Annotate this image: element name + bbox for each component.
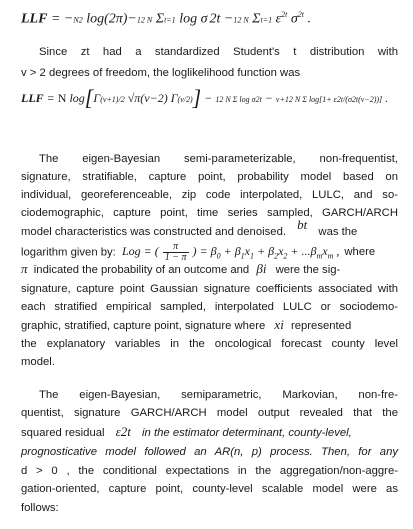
paragraph-model-line4: ciodemographic, capture point, time series sampled, GARCH/ARCH	[21, 207, 398, 219]
paragraph-student-t-line1: Since zt had a standardized Student's t distribution with	[39, 46, 398, 58]
logit-equation: Log = ( $\frac{\pi}{1 - \pi}$ ) = $\beta_0 + \beta_1x_1 + \beta_2x_2 + ...\beta_mx_m$ ,	[121, 241, 343, 263]
paragraph-model-line1: The eigen-Bayesian semi-parameterizable, non-frequentist,	[39, 153, 398, 165]
symbol-xi: xi	[274, 317, 284, 332]
loglikelihood-equation-normal: LLF = −N2 log(2π)−12 N Σt=1 log σ 2t −12 N Σt=1 $\varepsilon^{2t}$ $\sigma^{2t}$ .	[21, 10, 312, 27]
paragraph-model-line2: signature, stratifiable, capture point, probability model based on	[21, 171, 398, 183]
paragraph-model-line7: π indicated the probability of an outcome and βi were the sig-	[21, 261, 341, 276]
paragraph-output-line2: quentist, signature GARCH/ARCH model output revealed that the	[21, 407, 398, 419]
paragraph-model-line11: the explanatory variables in the oncological forecast county level	[21, 338, 398, 350]
paragraph-output-line1: The eigen-Bayesian, semiparametric, Markovian, non-fre-	[39, 389, 398, 401]
symbol-pi: π	[21, 261, 28, 276]
paragraph-model-line12: model.	[21, 356, 55, 368]
paragraph-output-line3: squared residual ε2t in the estimator determinant, county-level,	[21, 424, 352, 439]
paragraph-output-line4: prognosticative model followed an AR(n, p) process. Then, for any	[21, 446, 398, 458]
symbol-beta-i: βi	[256, 261, 267, 276]
paragraph-output-line6: gation-oriented, capture point, county-level scalable model were as	[21, 483, 398, 495]
symbol-bt: bt	[297, 217, 308, 232]
paragraph-model-line3: individual, georeferenceable, zip code interpolated, LULC, and so-	[21, 189, 398, 201]
paragraph-model-line8: signature, capture point Gaussian signature coefficients associated with	[21, 283, 398, 295]
paragraph-student-t-line2: v > 2 degrees of freedom, the loglikelihood function was	[21, 67, 301, 79]
paragraph-model-line6: logarithm given by: Log = ( $\frac{\pi}{1 - \pi}$ ) = $\beta_0 + \beta_1x_1 + \beta_2x_2 + ...\beta_mx_m$ , where	[21, 241, 376, 263]
paragraph-model-line9: each stratified empirical sampled, interpolated LULC or sociodemo-	[21, 301, 398, 313]
symbol-epsilon-squared: ε2t	[115, 424, 131, 439]
loglikelihood-equation-student-t: LLF = N log[Γ(v+1)/2 √π(v−2) Γ(v/2)] − 12 N Σ log σ2t − v+12 N Σ log[1+ ε2t/(σ2t(v−2))] .	[21, 85, 389, 110]
paragraph-output-line7: follows:	[21, 502, 59, 514]
paragraph-model-line5: model characteristics was constructed and denoised. bt was the	[21, 217, 358, 238]
paragraph-model-line10: graphic, stratified, capture point, signature where xi represented	[21, 317, 352, 332]
paragraph-output-line5: d > 0 , the conditional expectations in the aggregation/non-aggre-	[21, 465, 398, 477]
